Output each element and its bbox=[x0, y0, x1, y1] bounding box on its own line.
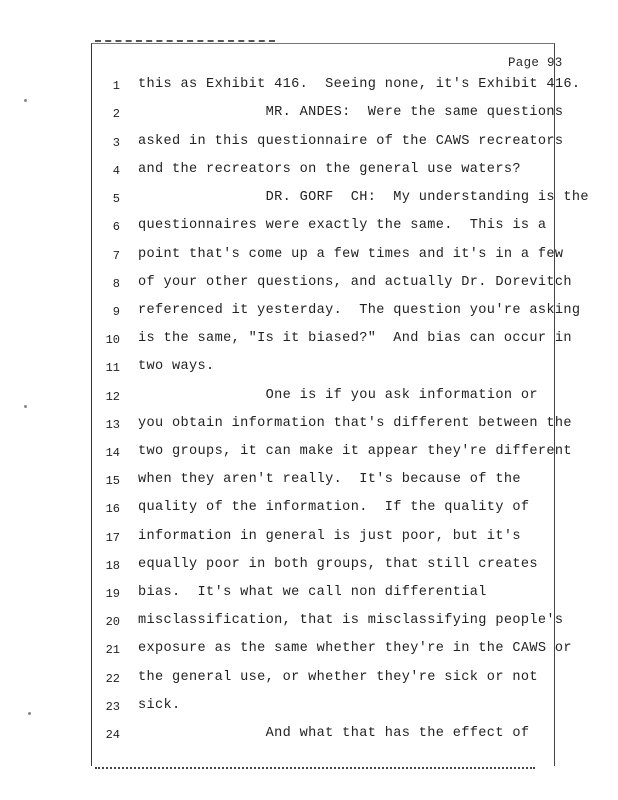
transcript-line bbox=[0, 641, 618, 661]
line-text: and the recreators on the general use waters? bbox=[138, 162, 521, 177]
line-text: this as Exhibit 416. Seeing none, it's Exhibit 416. bbox=[138, 77, 581, 92]
line-text: information in general is just poor, but it's bbox=[138, 529, 521, 544]
transcript-line bbox=[0, 359, 618, 379]
transcript-line bbox=[0, 500, 618, 520]
line-number: 3 bbox=[112, 136, 120, 150]
transcript-line bbox=[0, 275, 618, 295]
line-text: referenced it yesterday. The question you're asking bbox=[138, 303, 581, 318]
line-number: 1 bbox=[112, 79, 120, 93]
line-number: 13 bbox=[105, 418, 120, 432]
line-text: And what that has the effect of bbox=[138, 726, 530, 741]
line-number: 19 bbox=[105, 587, 120, 601]
line-number: 12 bbox=[105, 390, 120, 404]
line-text: equally poor in both groups, that still creates bbox=[138, 557, 538, 572]
line-number: 10 bbox=[105, 333, 120, 347]
transcript-line bbox=[0, 247, 618, 267]
transcript-line bbox=[0, 388, 618, 408]
line-text: One is if you ask information or bbox=[138, 388, 538, 403]
line-number: 23 bbox=[105, 700, 120, 714]
line-text: of your other questions, and actually Dr. Dorevitch bbox=[138, 275, 572, 290]
line-text: asked in this questionnaire of the CAWS recreators bbox=[138, 134, 564, 149]
transcript-line bbox=[0, 190, 618, 210]
transcript-line bbox=[0, 303, 618, 323]
transcript-line bbox=[0, 444, 618, 464]
line-text: two groups, it can make it appear they're different bbox=[138, 444, 572, 459]
line-text: MR. ANDES: Were the same questions bbox=[138, 105, 564, 120]
line-number: 18 bbox=[105, 559, 120, 573]
line-text: questionnaires were exactly the same. This is a bbox=[138, 218, 547, 233]
transcript-line bbox=[0, 331, 618, 351]
line-text: point that's come up a few times and it's in a few bbox=[138, 247, 564, 262]
line-number: 16 bbox=[105, 502, 120, 516]
line-text: quality of the information. If the quality of bbox=[138, 500, 530, 515]
transcript-line bbox=[0, 162, 618, 182]
transcript-line bbox=[0, 585, 618, 605]
line-text: the general use, or whether they're sick or not bbox=[138, 670, 538, 685]
line-text: two ways. bbox=[138, 359, 215, 374]
transcript-line bbox=[0, 77, 618, 97]
line-text: sick. bbox=[138, 698, 181, 713]
transcript-line bbox=[0, 134, 618, 154]
transcript-line bbox=[0, 218, 618, 238]
line-number: 5 bbox=[112, 192, 120, 206]
transcript-line bbox=[0, 726, 618, 746]
line-number: 15 bbox=[105, 474, 120, 488]
bottom-scan-noise bbox=[95, 762, 535, 769]
line-text: DR. GORF CH: My understanding is the bbox=[138, 190, 589, 205]
transcript-line bbox=[0, 670, 618, 690]
transcript-line bbox=[0, 416, 618, 436]
line-number: 11 bbox=[105, 361, 120, 375]
line-number: 17 bbox=[105, 531, 120, 545]
line-text: is the same, "Is it biased?" And bias can occur in bbox=[138, 331, 572, 346]
transcript-line bbox=[0, 698, 618, 718]
line-number: 24 bbox=[105, 728, 120, 742]
line-text: when they aren't really. It's because of the bbox=[138, 472, 521, 487]
transcript-line bbox=[0, 105, 618, 125]
line-number: 9 bbox=[112, 305, 120, 319]
transcript-line bbox=[0, 472, 618, 492]
line-text: you obtain information that's different between the bbox=[138, 416, 572, 431]
line-number: 14 bbox=[105, 446, 120, 460]
line-number: 22 bbox=[105, 672, 120, 686]
line-number: 20 bbox=[105, 615, 120, 629]
page-number: Page 93 bbox=[508, 56, 563, 70]
line-text: exposure as the same whether they're in the CAWS or bbox=[138, 641, 572, 656]
transcript-line bbox=[0, 613, 618, 633]
line-number: 8 bbox=[112, 277, 120, 291]
line-number: 2 bbox=[112, 107, 120, 121]
line-number: 6 bbox=[112, 220, 120, 234]
transcript-line bbox=[0, 557, 618, 577]
scan-speck bbox=[24, 99, 27, 102]
transcript-line bbox=[0, 529, 618, 549]
line-text: misclassification, that is misclassifying people's bbox=[138, 613, 564, 628]
line-number: 4 bbox=[112, 164, 120, 178]
line-text: bias. It's what we call non differential bbox=[138, 585, 487, 600]
top-scan-marks bbox=[95, 40, 275, 46]
line-number: 7 bbox=[112, 249, 120, 263]
line-number: 21 bbox=[105, 643, 120, 657]
